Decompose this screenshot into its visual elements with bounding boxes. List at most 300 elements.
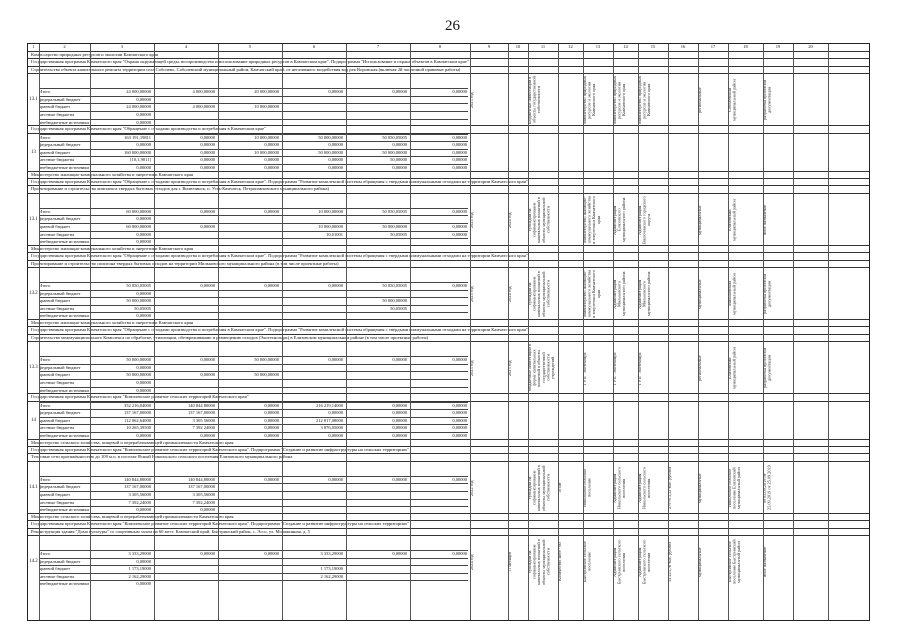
funding-source-label: внебюджетные источники [39, 119, 89, 125]
funding-source-label: Итого [39, 357, 51, 363]
column-divider [638, 44, 639, 620]
amount-cell: 0,00000 [328, 476, 343, 482]
vertical-cell-text: Администрация Быстринского сельского поселения [637, 539, 652, 585]
amount-cell: 0,00000 [452, 417, 467, 423]
vertical-cell-text: разработка проектной документации [762, 273, 772, 315]
amount-cell: 140 844 80000 [188, 402, 215, 408]
amount-cell: 0,00000 [452, 157, 467, 163]
amount-cell: 50 000,00000 [318, 149, 343, 155]
amount-cell: 0,00000 [264, 410, 279, 416]
amount-cell: 0,00000 [200, 134, 215, 140]
column-number: 2 [63, 44, 66, 49]
funding-source-label: Итого [39, 402, 51, 408]
row-id: 14.1 [29, 484, 38, 490]
amount-cell: 0,00000 [264, 283, 279, 288]
amount-cell: 10,01001 [326, 231, 343, 237]
amount-cell: 0,00000 [264, 551, 279, 556]
section-heading: Государственная программа Камчатского края "Комплексное развитие сельских территорий Камчатского края". Подпрограмма "Создание и развитие инфраструктуры на сельских территориях" [28, 520, 869, 527]
amount-cell: 10 265,39500 [126, 425, 151, 431]
row-id: 13.3 [29, 365, 38, 371]
vertical-cell-text: разработка проектной документации [762, 348, 772, 389]
amount-cell: 3 305,56000 [192, 491, 215, 497]
row-id: 14.2 [29, 559, 38, 564]
amount-cell: 1 173,19000 [128, 566, 151, 572]
column-divider [218, 44, 219, 620]
funding-source-label: внебюджетные источники [39, 387, 89, 393]
vertical-cell-text: Администрация Мильковского муниципального района [637, 271, 652, 317]
amount-cell: 50 000,00000 [318, 134, 343, 140]
amount-cell: 0,00000 [452, 164, 467, 170]
row-id: 13 [31, 149, 36, 155]
amount-cell: 0,00000 [136, 239, 151, 245]
vertical-cell-text: Администрация Быстринского сельского поселения [612, 539, 627, 585]
amount-cell: 50 050,05005 [126, 283, 151, 288]
amount-cell: 163 191,19811 [124, 134, 151, 140]
vertical-cell-text: Соболевский муниципальный район [727, 79, 737, 122]
vertical-cell-text: Министерство природных ресурсов и экологии Камчатского края [582, 76, 597, 125]
vertical-cell-text: 2024 год [469, 554, 474, 570]
column-divider [282, 44, 283, 620]
amount-cell: 10 000,00000 [254, 149, 279, 155]
amount-cell: 0,00000 [136, 119, 151, 125]
section-heading: Министерство сельского хозяйства, пищевой и перерабатывающей промышленности Камчатского края [28, 513, 869, 520]
amount-cell: 0,00000 [264, 425, 279, 431]
amount-cell: 60 000,00000 [126, 208, 151, 214]
amount-cell: 0,00000 [452, 432, 467, 438]
funding-source-label: федеральный бюджет [39, 216, 81, 222]
amount-cell: 0,00000 [136, 231, 151, 237]
amount-cell: 0,00000 [328, 142, 343, 148]
funding-source-label: краевой бюджет [39, 566, 71, 572]
vertical-cell-text: муниципальные [697, 473, 702, 503]
amount-cell: 0,00000 [264, 402, 279, 408]
vertical-cell-text: 2023 год [469, 360, 474, 376]
column-divider [39, 44, 40, 620]
amount-cell: 0,00000 [392, 89, 407, 95]
column-divider [613, 44, 614, 620]
vertical-cell-text: 279 913,32 тыс. рублей [667, 466, 672, 509]
funding-source-label: краевой бюджет [39, 491, 71, 497]
section-heading: Государственная программа Камчатского края "Комплексное развитие сельских территорий Камчатского края". Подпрограмма "Создание и развитие инфраструктуры на сельских территориях" [28, 446, 869, 453]
amount-cell: 0,00000 [392, 425, 407, 431]
funding-source-label: местные бюджеты [39, 157, 75, 163]
amount-cell: 0,00000 [452, 208, 467, 214]
amount-cell: 50 050,05005 [382, 283, 407, 288]
funding-source-label: местные бюджеты [39, 231, 75, 237]
vertical-cell-text: 2025 год [469, 286, 474, 302]
vertical-cell-text: разработка проектной документации [762, 80, 772, 121]
amount-cell: 140 844,80000 [188, 476, 215, 482]
amount-cell: 0,00000 [452, 223, 467, 229]
section-heading: Государственная программа Камчатского края "Обращение с отходами производства и потребления в Камчатском крае". Подпрограмма "Развитие комплексной системы обращения с твердыми коммунальными отходами на территории Камчатского края" [28, 252, 869, 259]
column-divider [583, 44, 584, 620]
amount-cell: 0,00000 [200, 432, 215, 438]
amount-cell: 112 062,64000 [124, 417, 151, 423]
amount-cell: 0,00000 [452, 425, 467, 431]
amount-cell: 0,00000 [392, 551, 407, 556]
vertical-cell-text: ГУП "Экотехпарк" [612, 351, 617, 386]
row-id: 13.1 [29, 97, 38, 103]
section-heading: Министерство жилищно-коммунального хозяйства и энергетики Камчатского края [28, 245, 869, 252]
amount-cell: 0,00000 [200, 157, 215, 163]
column-number: 3 [120, 44, 124, 49]
row-id: 14 [31, 417, 36, 423]
amount-cell: 50,05005 [390, 305, 407, 311]
column-number: 10 [515, 44, 521, 49]
amount-cell: 140 844,80000 [124, 476, 151, 482]
amount-cell: 0,00000 [200, 507, 215, 513]
amount-cell: 0,00000 [264, 417, 279, 423]
amount-cell: 0,00000 [392, 417, 407, 423]
amount-cell: 0,00000 [452, 476, 467, 482]
amount-cell: 0,00000 [328, 164, 343, 170]
funding-source-label: краевой бюджет [39, 298, 71, 304]
amount-cell: 0,00000 [200, 149, 215, 155]
vertical-cell-text: Администрация Вилючинского городского округа [637, 195, 652, 244]
vertical-cell-text: иное назначение [762, 204, 767, 235]
amount-cell: 0,00000 [392, 410, 407, 416]
vertical-cell-text: Администрация Никольского сельского поселения [612, 466, 627, 509]
vertical-cell-text: 2022 год [469, 480, 474, 496]
amount-cell: 0,00000 [200, 164, 215, 170]
column-divider [728, 44, 729, 620]
amount-cell: 10 000,00000 [318, 208, 343, 214]
row-id: 13.2 [29, 291, 38, 296]
amount-cell: 0,00000 [200, 208, 215, 214]
amount-cell: 50 000,00000 [126, 372, 151, 378]
section-heading: Государственная программа Камчатского края "Обращение с отходами производства и потребления в Камчатском крае". Подпрограмма "Развитие комплексной системы обращения с твердыми коммунальными отходами на территории Камчатского края" [28, 178, 869, 185]
amount-cell: 50 000,00000 [126, 298, 151, 304]
vertical-cell-text: Никольское сельское поселение Елизовский муниципальный район [727, 466, 742, 509]
vertical-cell-text: 11 месяцев [507, 551, 512, 573]
amount-cell: 50 000,00000 [382, 298, 407, 304]
vertical-cell-text: от 05.09.2019 от 25.09.2019 от 25.09.2019 [762, 465, 772, 511]
amount-cell: 1 173,19000 [320, 566, 343, 572]
column-number: 20 [808, 44, 813, 49]
vertical-cell-text: субсидии на софинансирование капитальных вложений в объекты муниципальной собственности [527, 271, 551, 317]
funding-source-label: Итого [39, 283, 51, 288]
funding-source-label: местные бюджеты [39, 305, 75, 311]
amount-cell: 0,00000 [452, 142, 467, 148]
funding-source-label: краевой бюджет [39, 149, 71, 155]
amount-cell: 0,00000 [200, 357, 215, 363]
vertical-cell-text: Быстринское сельское поселение Быстринский муниципальный район [727, 539, 742, 585]
amount-cell: 0,00000 [136, 96, 151, 102]
vertical-cell-text: региональные [697, 355, 702, 382]
amount-cell: 0,00000 [136, 379, 151, 385]
funding-source-label: федеральный бюджет [39, 410, 81, 416]
vertical-cell-text: Министерство жилищно-коммунального хозяйства и энергетики Камчатского края [582, 195, 601, 244]
vertical-cell-text: муниципальные [697, 279, 702, 309]
amount-cell: 0,00000 [136, 111, 151, 117]
vertical-cell-text: 10 шт [557, 482, 562, 494]
amount-cell: 10 000,00000 [254, 104, 279, 110]
section-heading: Министерство сельского хозяйства, пищевой и перерабатывающей промышленности Камчатского края [28, 439, 869, 446]
funding-source-label: внебюджетные источники [39, 507, 89, 513]
amount-cell: 2 162,29000 [320, 573, 343, 579]
amount-cell: 50 000,00000 [126, 357, 151, 363]
amount-cell: 0,00000 [136, 432, 151, 438]
section-heading: Проектирование и строительство комплекса твердых бытовых отходов для г. Вилючинск, п. Усть-Камчатск. Петропавловского муниципального района) [28, 185, 869, 192]
funding-source-label: местные бюджеты [39, 499, 75, 505]
funding-source-label: внебюджетные источники [39, 313, 89, 319]
amount-cell: 0,00000 [392, 357, 407, 363]
column-divider [558, 44, 559, 620]
column-divider [346, 44, 347, 620]
column-divider [410, 44, 411, 620]
vertical-cell-text: Министерство природных ресурсов и экологии Камчатского края [612, 76, 627, 125]
amount-cell: 0,00000 [136, 507, 151, 513]
amount-cell: 50 050,05005 [382, 134, 407, 140]
column-number: 15 [650, 44, 656, 49]
amount-cell: 0,00000 [328, 410, 343, 416]
amount-cell: 0,00000 [452, 551, 467, 556]
vertical-cell-text: ГУП "Экотехпарк" [637, 351, 642, 386]
vertical-cell-text: 2024 год [507, 286, 512, 302]
vertical-cell-text: 2025 год [469, 212, 474, 228]
amount-cell: 137 167,00000 [188, 484, 215, 490]
column-number: 1 [32, 44, 35, 49]
column-number: 19 [775, 44, 781, 49]
amount-cell: 3 333,29000 [128, 551, 151, 556]
column-divider [528, 44, 529, 620]
amount-cell: 50 000,00000 [254, 357, 279, 363]
funding-source-label: местные бюджеты [39, 425, 75, 431]
amount-cell: 3 305 56000 [192, 417, 215, 423]
vertical-cell-text: 35 223,76 тыс. рублей [667, 542, 672, 582]
vertical-cell-text: ГУП "Экотехпарк" [582, 351, 587, 386]
column-divider [763, 44, 764, 620]
amount-cell: 0,00000 [200, 551, 215, 556]
section-heading: Проектирование и строительство полигона твердых бытовых отходов на территории Мильковского муниципального района (в том числе проектные работы) [28, 260, 869, 267]
amount-cell: 0,00000 [264, 164, 279, 170]
amount-cell: 7 392,24000 [128, 499, 151, 505]
vertical-cell-text: Администрация Мильковского муниципального района [612, 271, 627, 317]
section-heading: Министерство жилищно-коммунального хозяйства и энергетики Камчатского края [28, 319, 869, 326]
page-number: 26 [445, 18, 460, 34]
amount-cell: 0,00000 [392, 432, 407, 438]
funding-source-label: Итого [39, 476, 51, 482]
funding-source-label: внебюджетные источники [39, 432, 89, 438]
amount-cell: 0,00000 [452, 283, 467, 288]
amount-cell: 0,00000 [264, 142, 279, 148]
amount-cell: 0,00000 [264, 208, 279, 214]
data-table [27, 43, 870, 621]
amount-cell: 0,00000 [328, 283, 343, 288]
amount-cell: 0,00000 [136, 364, 151, 370]
funding-source-label: федеральный бюджет [39, 96, 81, 102]
amount-cell: 50 000,00000 [254, 372, 279, 378]
amount-cell: 0,00000 [136, 581, 151, 587]
vertical-cell-text: иное назначение [762, 546, 767, 578]
amount-cell: 7 392 24000 [192, 425, 215, 431]
amount-cell: 0,00000 [136, 313, 151, 319]
vertical-cell-text: бюджетные инвестиции в форме капитальных вложений в объекты государственной собственности учреждений [527, 344, 555, 392]
amount-cell: 0,00000 [452, 231, 467, 237]
column-number: 12 [568, 44, 573, 49]
amount-cell: 0,00000 [328, 357, 343, 363]
amount-cell: 24 000,00000 [126, 89, 151, 95]
column-number: 9 [487, 44, 491, 49]
amount-cell: 0,00000 [136, 558, 151, 564]
amount-cell: 0,00000 [264, 157, 279, 163]
amount-cell: 60 000,00000 [126, 223, 151, 229]
amount-cell: 0,00000 [136, 387, 151, 393]
amount-cell: 7 392,24000 [192, 499, 215, 505]
column-number: 6 [312, 44, 316, 49]
amount-cell: 0,00000 [200, 372, 215, 378]
funding-source-label: краевой бюджет [39, 104, 71, 110]
funding-source-label: местные бюджеты [39, 379, 75, 385]
amount-cell: 137 167,00000 [124, 410, 151, 416]
vertical-cell-text: муниципальные [697, 205, 702, 235]
vertical-cell-text: Елизовский муниципальный район [727, 347, 737, 390]
section-heading: Строительство объекта капитального ремонта территории села Соболево, Соболевский муниципальный район, Камчатский край, от негативного воздействия вод рек Воровская (включая 2й частичной правовые работы) [28, 66, 869, 73]
column-number: 5 [248, 44, 252, 49]
amount-cell: 50 050,05005 [382, 208, 407, 214]
amount-cell: 0,00000 [264, 432, 279, 438]
vertical-cell-text: субсидии на софинансирование капитальных вложений в объекты муниципальной собственности [527, 539, 551, 585]
amount-cell: 10 000,00000 [254, 134, 279, 140]
vertical-cell-text: Бюджетные инвестиции в объекты государственной собственности [527, 76, 542, 124]
amount-cell: [10,1,9811] [130, 157, 151, 163]
funding-source-label: краевой бюджет [39, 372, 71, 378]
column-number: 7 [376, 44, 380, 49]
column-divider [793, 44, 794, 620]
section-heading: Тепловые сети протяжённостью до 109 м.п. в поселке Ясный Никольского сельского поселения Елизовского муниципального района [28, 453, 869, 460]
funding-source-label: внебюджетные источники [39, 164, 89, 170]
section-heading: Государственная программа Камчатского края "Охрана окружающей среды, воспроизводство и использование природных ресурсов в Камчатском крае". Подпрограмма "Использование и охрана объектов в Камчатском крае" [28, 58, 869, 65]
amount-cell: 0,00000 [264, 476, 279, 482]
vertical-cell-text: 2023 год [507, 360, 512, 376]
amount-cell: 160 000,00000 [124, 149, 151, 155]
amount-cell: 3 305,56000 [128, 491, 151, 497]
amount-cell: 4 000,00000 [192, 89, 215, 95]
funding-source-label: федеральный бюджет [39, 558, 81, 564]
column-number: 17 [710, 44, 716, 49]
vertical-cell-text: региональные [697, 87, 702, 114]
amount-cell: 10 000,00000 [318, 223, 343, 229]
amount-cell: 0,00000 [452, 134, 467, 140]
column-number: 16 [680, 44, 686, 49]
amount-cell: 0,00000 [452, 149, 467, 155]
amount-cell: 0,00000 [328, 157, 343, 163]
amount-cell: 50,05005 [134, 305, 151, 311]
amount-cell: 0,00000 [392, 164, 407, 170]
amount-cell: 0,00000 [328, 89, 343, 95]
amount-cell: 20 000,00000 [254, 89, 279, 95]
amount-cell: 3 876,05000 [320, 425, 343, 431]
amount-cell: 137 167,00000 [124, 484, 151, 490]
vertical-cell-text: муниципальные [697, 547, 702, 577]
amount-cell: 50,05005 [390, 231, 407, 237]
column-number: 13 [595, 44, 601, 49]
section-heading: Реконструкция здания "Дома культуры" со спортивным залом на 60 мест. Камчатский край, Быстринский район, с. Эссо, ул. Мочажинная, д. 5 [28, 528, 869, 535]
amount-cell: 0,00000 [328, 432, 343, 438]
section-heading: Строительство межмуниципального Комплекса по обработке, утилизации, обезвреживанию и размещению отходов (Экотехнопарк) в Елизовском муниципальном районе (в том числе проектные работы) [28, 334, 869, 341]
vertical-cell-text: Количество мест - 60 [557, 542, 562, 582]
amount-cell: 137 167,00000 [188, 410, 215, 416]
amount-cell: 0,00000 [452, 402, 467, 408]
column-number: 4 [184, 44, 188, 49]
amount-cell: 50 000,00000 [382, 223, 407, 229]
vertical-cell-text: Министерство природных ресурсов и экологии Камчатского края [637, 76, 652, 125]
row-id: 13.1 [29, 216, 38, 222]
section-heading: Государственная программа Камчатского края "Комплексное развитие сельских территорий Камчатского края" [28, 393, 869, 400]
vertical-cell-text: Администрация Елизовского муниципального района [612, 197, 627, 243]
funding-source-label: Итого [39, 551, 51, 556]
vertical-cell-text: Никольское сельское поселение [582, 468, 592, 507]
amount-cell: 0,00000 [136, 216, 151, 222]
funding-source-label: федеральный бюджет [39, 364, 81, 370]
vertical-cell-text: Министерство жилищно-коммунального хозяйства и энергетики Камчатского края [582, 270, 601, 318]
amount-cell: 0,00000 [392, 476, 407, 482]
column-number: 14 [623, 44, 628, 49]
funding-source-label: местные бюджеты [39, 111, 75, 117]
funding-source-label: федеральный бюджет [39, 290, 81, 296]
column-number: 11 [540, 44, 546, 49]
section-heading: Министерство жилищно-коммунального хозяйства и энергетики Камчатского края [28, 171, 869, 178]
amount-cell: 0,00000 [392, 142, 407, 148]
amount-cell: 0,00000 [200, 142, 215, 148]
funding-source-label: федеральный бюджет [39, 484, 81, 490]
column-divider [470, 44, 471, 620]
amount-cell: 0,00000 [136, 164, 151, 170]
column-divider [154, 44, 155, 620]
vertical-cell-text: Администрация Никольского сельского поселения [637, 466, 652, 509]
funding-source-label: Итого [39, 89, 51, 95]
section-heading: Комиссарство природных ресурсов и экологии Камчатского края [28, 51, 869, 58]
amount-cell: 4 000,00000 [192, 104, 215, 110]
vertical-cell-text: 2023 год [469, 92, 474, 108]
amount-cell: 352 216,04000 [124, 402, 151, 408]
column-divider [508, 44, 509, 620]
vertical-cell-text: Елизовский муниципальный район [727, 198, 737, 241]
amount-cell: 0,00000 [136, 142, 151, 148]
amount-cell: 0,00000 [200, 283, 215, 288]
column-divider [828, 44, 829, 620]
amount-cell: 0,00000 [452, 357, 467, 363]
funding-source-label: внебюджетные источники [39, 581, 89, 587]
column-divider [668, 44, 669, 620]
amount-cell: 24 000,00000 [126, 104, 151, 110]
amount-cell: 3 333,29000 [320, 551, 343, 556]
amount-cell: 50 000,00000 [382, 149, 407, 155]
vertical-cell-text: 2024 год [507, 212, 512, 228]
amount-cell: 0,00000 [452, 410, 467, 416]
amount-cell: 0,00000 [392, 402, 407, 408]
amount-cell: 0,00000 [200, 223, 215, 229]
column-number: 18 [743, 44, 748, 49]
amount-cell: 0,00000 [136, 290, 151, 296]
section-heading: Государственная программа Камчатского края "Обращение с отходами производства и потребления в Камчатском крае". Подпрограмма "Развитие комплексной системы обращения с твердыми коммунальными отходами на территории Камчатского края" [28, 326, 869, 333]
funding-source-label: федеральный бюджет [39, 142, 81, 148]
amount-cell: 0,00000 [452, 89, 467, 95]
amount-cell: 212 817,08000 [316, 417, 343, 423]
amount-cell: 216 219,14000 [316, 402, 343, 408]
funding-source-label: Итого [39, 208, 51, 214]
funding-source-label: краевой бюджет [39, 223, 71, 229]
funding-source-label: Итого [39, 134, 51, 140]
vertical-cell-text: Быстринское сельское поселение [582, 541, 592, 583]
column-number: 8 [438, 44, 442, 49]
funding-source-label: краевой бюджет [39, 417, 71, 423]
column-divider [90, 44, 91, 620]
vertical-cell-text: субсидии на софинансирование капитальных вложений в объекты муниципальной собственности [527, 196, 551, 243]
vertical-cell-text: Мильковский муниципальный район [727, 273, 737, 315]
vertical-cell-text: субсидии на софинансирование капитальных вложений в объекты муниципальной собственности [527, 464, 551, 511]
section-heading: Государственная программа Камчатского края "Обращение с отходами производства и потребления в Камчатском крае" [28, 125, 869, 132]
